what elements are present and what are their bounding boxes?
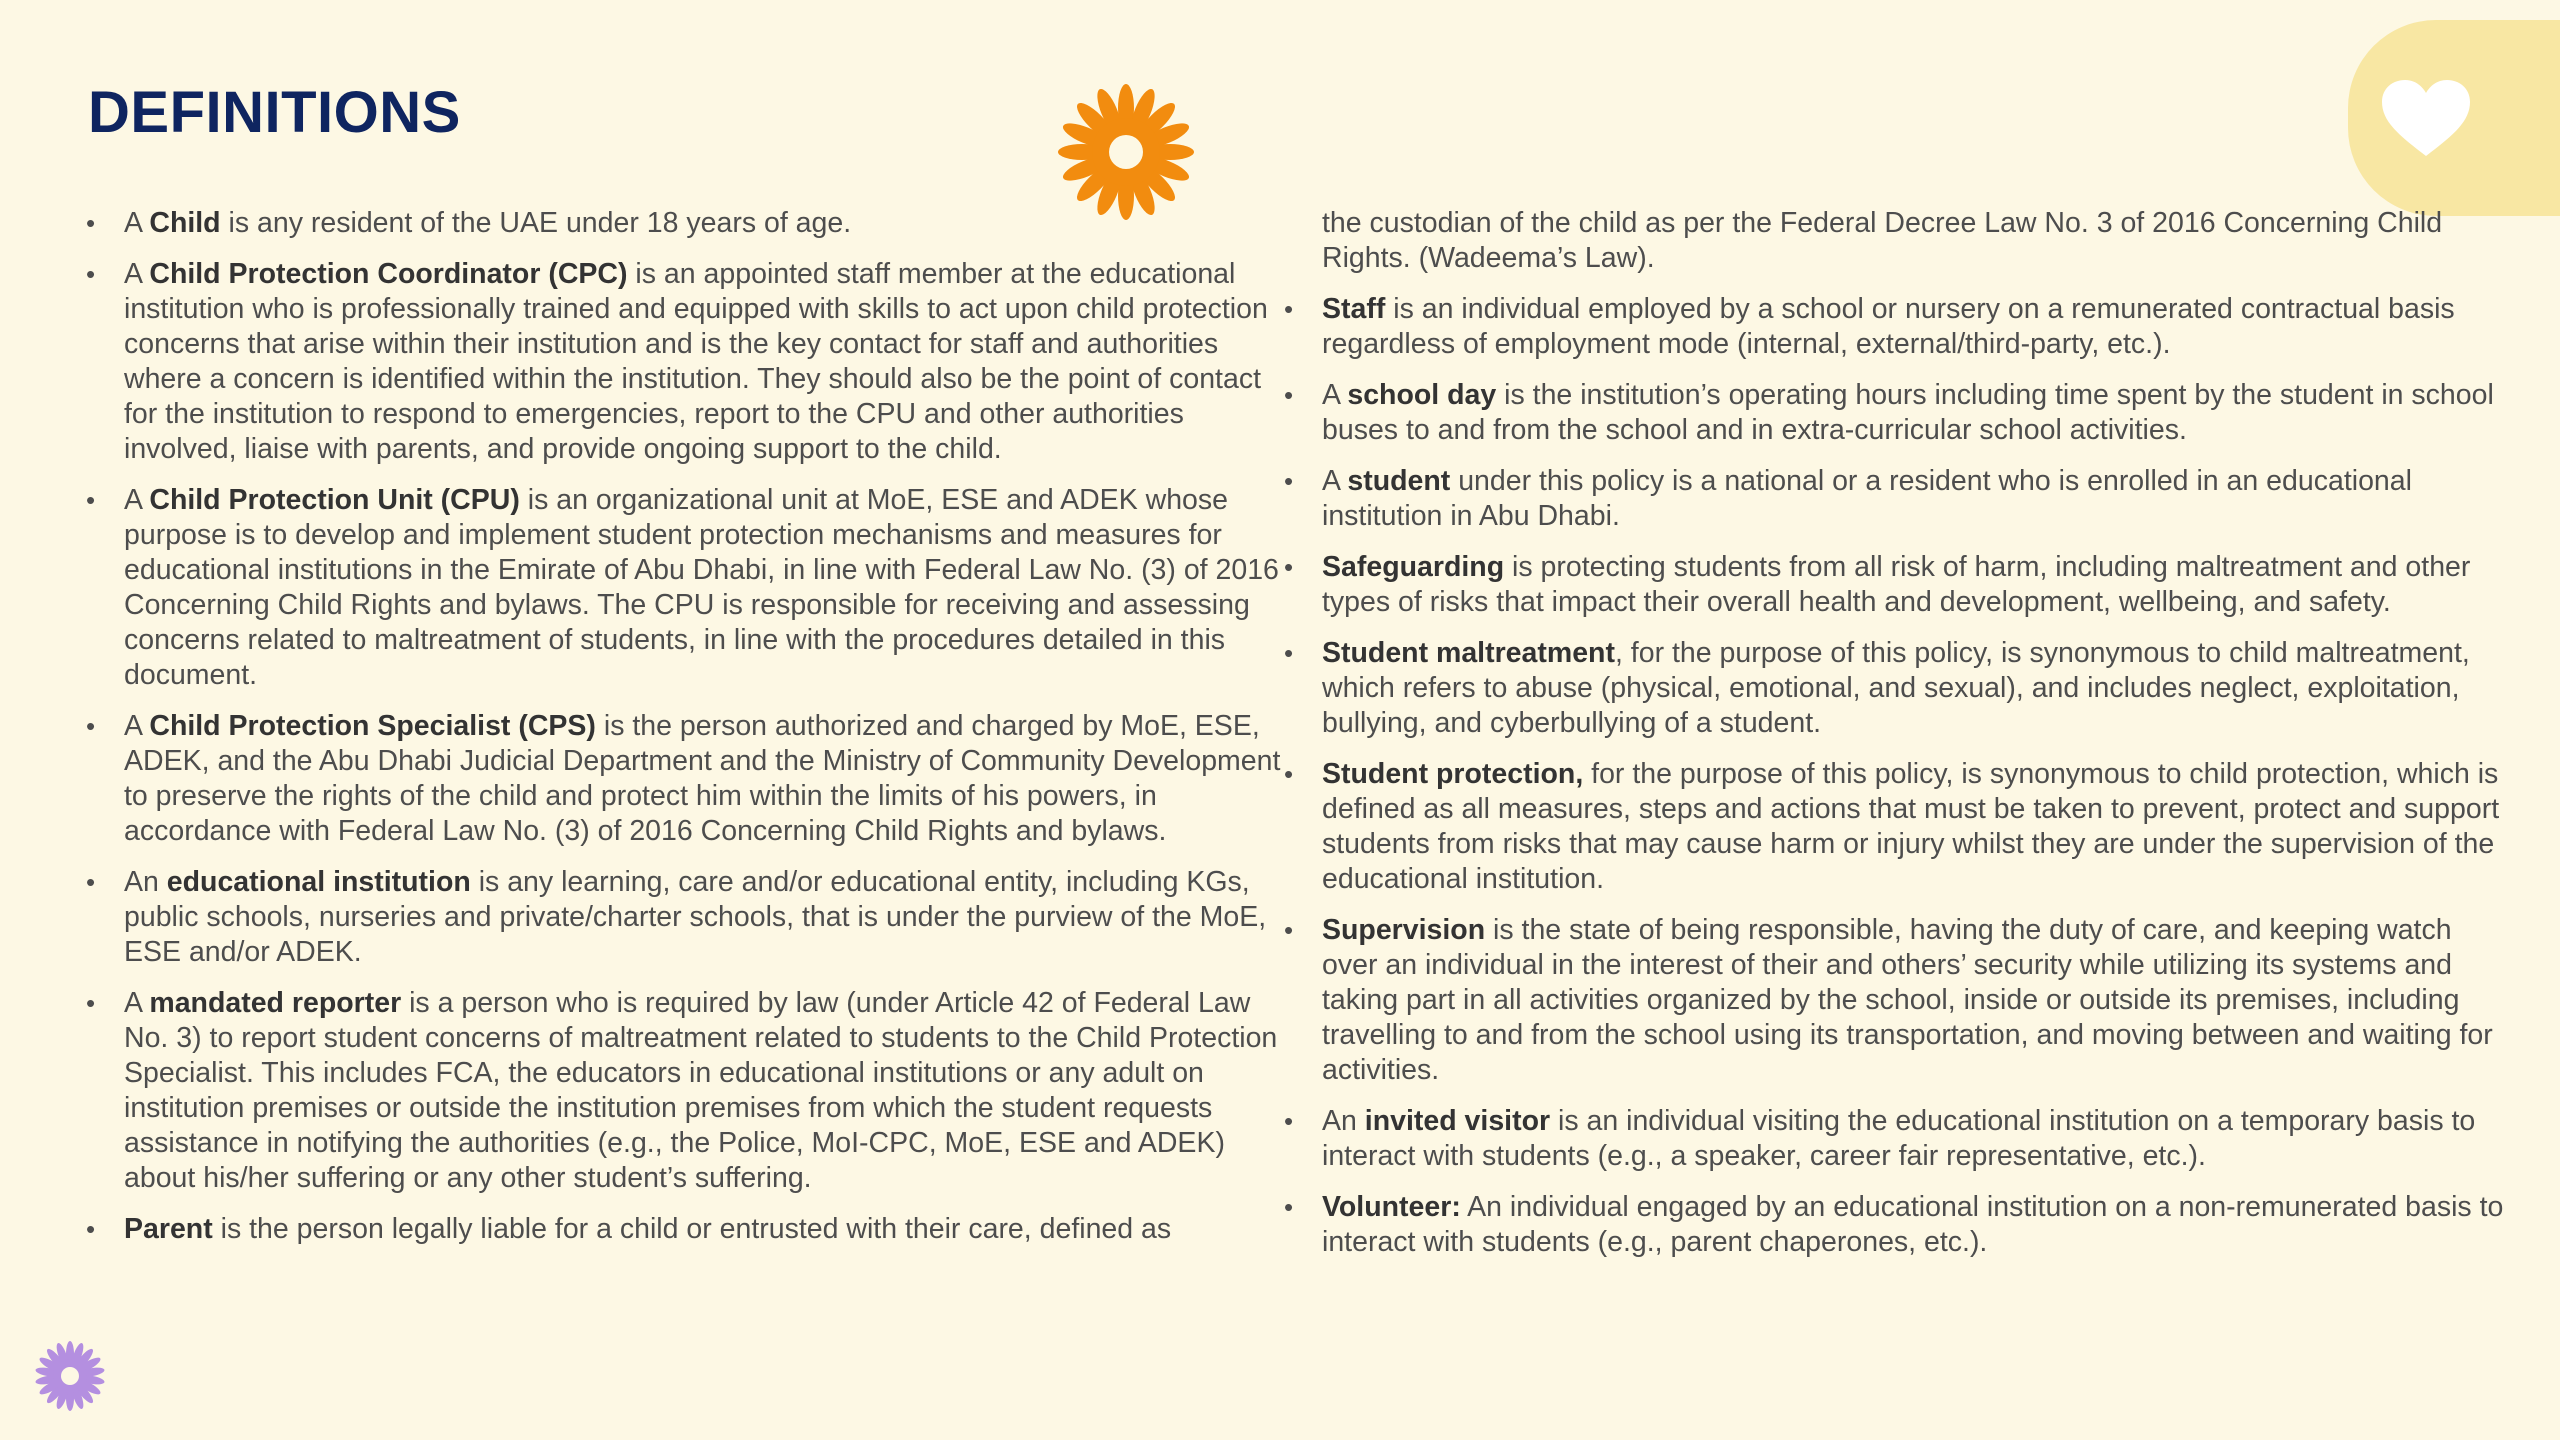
definitions-list-left <box>86 206 1286 1247</box>
definition-educational-institution: • An educational institution is any learning, care and/or educational entity, including KGs, public schools, nurseries and private/charter schools, that is under the purview of the MoE, ESE and/or ADEK. <box>86 865 1286 970</box>
definition-student-protection: • Student protection, for the purpose of this policy, is synonymous to child protection, which is defined as all measures, steps and actions that must be taken to prevent, protect and support students from risks that may cause harm or injury whilst they are under the supervision of the educational institution. <box>1284 757 2510 897</box>
definitions-right-column <box>1284 206 2510 1276</box>
term: educational institution <box>166 866 471 898</box>
definition-school-day: • A school day is the institution’s operating hours including time spent by the student in school buses to and from the school and in extra-curricular school activities. <box>1284 378 2510 448</box>
term: Parent <box>124 1213 213 1245</box>
definitions-list-right <box>1284 206 2510 1260</box>
term: Child Protection Specialist (CPS) <box>149 710 596 742</box>
flower-icon <box>34 1340 106 1412</box>
term: Student protection, <box>1322 758 1584 790</box>
definition-supervision: • Supervision is the state of being responsible, having the duty of care, and keeping watch over an individual in the interest of their and others’ security while utilizing its systems and taking part in all activities organized by the school, inside or outside its premises, including travelling to and from the school using its transportation, and moving between and waiting for activities. <box>1284 913 2510 1088</box>
term: school day <box>1347 379 1497 411</box>
term: Safeguarding <box>1322 551 1505 583</box>
page-title: DEFINITIONS <box>88 80 461 145</box>
term: Student maltreatment <box>1322 637 1615 669</box>
definitions-left-column <box>86 206 1286 1263</box>
definition-cps: • A Child Protection Specialist (CPS) is the person authorized and charged by MoE, ESE, ADEK, and the Abu Dhabi Judicial Department and the Ministry of Community Development to preserve the rights of the child and protect him within the limits of his powers, in accordance with Federal Law No. (3) of 2016 Concerning Child Rights and bylaws. <box>86 709 1286 849</box>
term: Supervision <box>1322 914 1486 946</box>
term: Staff <box>1322 293 1386 325</box>
definition-mandated-reporter: • A mandated reporter is a person who is required by law (under Article 42 of Federal Law No. 3) to report student concerns of maltreatment related to students to the Child Protection Specialist. This includes FCA, the educators in educational institutions or any adult on institution premises or outside the institution premises from which the student requests assistance in notifying the authorities (e.g., the Police, MoI-CPC, MoE, ESE and ADEK) about his/her suffering or any other student’s suffering. <box>86 986 1286 1196</box>
term: Child Protection Coordinator (CPC) <box>149 258 628 290</box>
term: Child <box>149 207 221 239</box>
definition-child: • A Child is any resident of the UAE under 18 years of age. <box>86 206 1286 241</box>
heart-icon <box>2380 78 2472 158</box>
definition-safeguarding: • Safeguarding is protecting students from all risk of harm, including maltreatment and other types of risks that impact their overall health and development, wellbeing, and safety. <box>1284 550 2510 620</box>
definition-cpu: • A Child Protection Unit (CPU) is an organizational unit at MoE, ESE and ADEK whose purpose is to develop and implement student protection mechanisms and measures for educational institutions in the Emirate of Abu Dhabi, in line with Federal Law No. (3) of 2016 Concerning Child Rights and bylaws. The CPU is responsible for receiving and assessing concerns related to maltreatment of students, in line with the procedures detailed in this document. <box>86 483 1286 693</box>
term: Child Protection Unit (CPU) <box>149 484 520 516</box>
definition-cpc: • A Child Protection Coordinator (CPC) is an appointed staff member at the educational institution who is professionally trained and equipped with skills to act upon child protection concerns that arise within their institution and is the key contact for staff and authorities where a concern is identified within the institution. They should also be the point of contact for the institution to respond to emergencies, report to the CPU and other authorities involved, liaise with parents, and provide ongoing support to the child. <box>86 257 1286 467</box>
definition-parent-continuation: the custodian of the child as per the Federal Decree Law No. 3 of 2016 Concerning Child Rights. (Wadeema’s Law). <box>1322 207 2443 274</box>
term: student <box>1347 465 1451 497</box>
definition-student-maltreatment: • Student maltreatment, for the purpose of this policy, is synonymous to child maltreatment, which refers to abuse (physical, emotional, and sexual), and includes neglect, exploitation, bullying, and cyberbullying of a student. <box>1284 636 2510 741</box>
definition-parent: • Parent is the person legally liable for a child or entrusted with their care, defined as <box>86 1212 1286 1247</box>
definition-volunteer: • Volunteer: An individual engaged by an educational institution on a non-remunerated basis to interact with students (e.g., parent chaperones, etc.). <box>1284 1190 2510 1260</box>
sun-icon <box>1056 82 1196 222</box>
definition-staff: • Staff is an individual employed by a school or nursery on a remunerated contractual basis regardless of employment mode (internal, external/third-party, etc.). <box>1284 292 2510 362</box>
term: mandated reporter <box>149 987 402 1019</box>
term: invited visitor <box>1364 1105 1551 1137</box>
term: Volunteer: <box>1322 1191 1461 1223</box>
definition-invited-visitor: • An invited visitor is an individual visiting the educational institution on a temporary basis to interact with students (e.g., a speaker, career fair representative, etc.). <box>1284 1104 2510 1174</box>
definition-student: • A student under this policy is a national or a resident who is enrolled in an educational institution in Abu Dhabi. <box>1284 464 2510 534</box>
